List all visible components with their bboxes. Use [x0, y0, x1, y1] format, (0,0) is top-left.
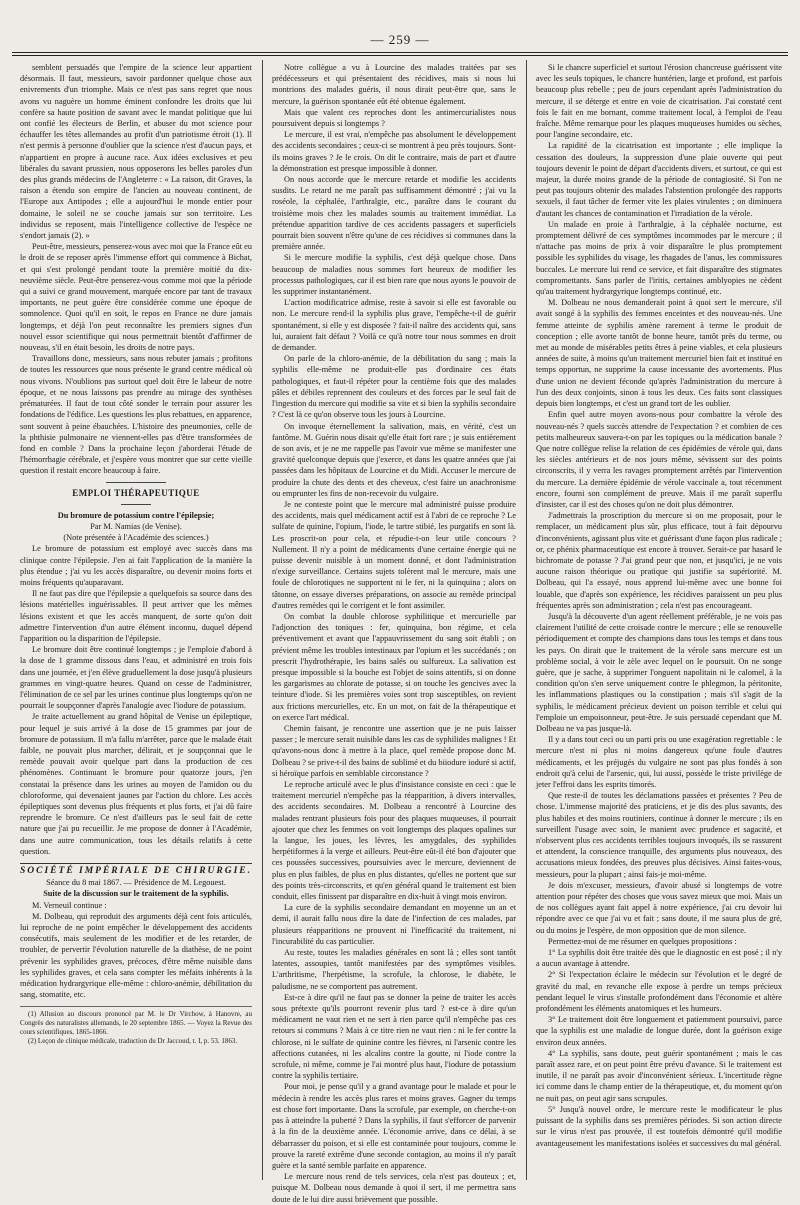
paragraph: Un malade en proie à l'arthralgie, à la céphalée nocturne, est promptement délivré de ces symptômes incommodes par le mercure ; il n'attache pas moins de prix à voir disparaître le plus promptement possible les syphilides du visage, les rhagades de l'anus, les commissures buccales. Le mercure lui rend ce service, et fait disparaître des stigmates compromettants. Sans parler de l'iritis, certaines amblyopies ne cèdent qu'au traitement hydrargyrique longtemps continué, etc.: [536, 219, 782, 297]
section-heading: EMPLOI THÉRAPEUTIQUE: [72, 487, 200, 498]
list-item: 2° Si l'expectation éclaire le médecin sur l'évolution et le degré de gravité du mal, en revanche elle expose à perdre un temps précieux pendant lequel le virus s'installe profondément dans l'économie et altère profondément les éléments anatomiques et les humeurs.: [536, 970, 782, 1014]
header-rule-thin: [12, 55, 788, 56]
paragraph: M. Verneuil continue :: [32, 900, 107, 910]
list-item: 5° Jusqu'à nouvel ordre, le mercure reste le modificateur le plus puissant de la syphilis dans ses premières périodes. Si son action directe sur le virus n'est pas prouvée, il est toutefois démontré qu'il modifie avantageusement les manifestations isolées et successives du mal général.: [536, 1104, 782, 1148]
paragraph: Je traite actuellement au grand hôpital de Venise un épileptique, pour lequel je suis arrivé à la dose de 15 grammes par jour de bromure de potassium. Il m'a fallu m'arrêter, parce que le malade était faible, ne pouvait plus marcher, délirait, et je soupçonnai que le remède pouvait avoir quelque part dans la production de ces phénomènes. Continuant le bromure pour quatorze jours, j'en constatai la présence dans les urines au moyen de l'amidon ou du chloroforme, qui devenaient jaunes par l'action du chlore. Les accès épileptiques sont devenus plus fréquents et plus forts, et j'ai dû faire reprendre le bromure. Ce n'est d'ailleurs pas le seul fait de cette nature que j'ai pu recueillir. Je me propose de donner à l'Académie, dans une autre communication, tous les détails relatifs à cette question.: [20, 712, 252, 856]
footnote: (2) Leçon de clinique médicale, traduction du Dr Jaccoud, t. I, p. 53. 1863.: [28, 1037, 238, 1046]
paragraph: Je ne conteste point que le mercure mal administré puisse produire des accidents, mais quel médicament actif est à l'abri de ce reproche ? Le sulfate de quinine, l'opium, l'iode, le tartre stibié, les purgatifs en sont là. Les proscrit-on pour cela, et répudie-t-on leur utile concours ? Nullement. Il n'y a point de médicaments d'une certaine énergie qui ne puisse devenir nuisible à un moment donné, et dont l'administration n'exige surveillance. Certains sujets tolèrent mal le mercure, mais une foule de chlorotiques ne supportent ni le fer, ni la quinquina ; alors on tâtonne, on essaye diverses préparations, on associe au remède principal d'autres remèdes qui le corrigent et le font assimiler.: [272, 499, 516, 610]
paragraph: M. Dolbeau ne nous demanderait point à quoi sert le mercure, s'il avait songé à la syphilis des femmes enceintes et des nouveau-nés. Une femme atteinte de syphilis amène rarement à terme le produit de conception ; elle avorte tantôt de bonne heure, tantôt près du terme, ou met au monde de misérables petits êtres à peine viables, et cela plusieurs années de suite, à moins qu'un traitement mercuriel bien fait et institué en temps opportun, ne supprime la cause incessante des avortements. Plus d'une union ne devient féconde qu'après l'administration du mercure à l'un des deux conjoints, sinon à tous les deux. Ces faits sont classiques depuis bien longtemps, et c'est un grand tort de les oublier.: [536, 298, 782, 409]
paragraph: Pour moi, je pense qu'il y a grand avantage pour le malade et pour le médecin à rendre les accès plus rares et moins graves. Gagner du temps est chose fort importante. Dans la scrofule, par exemple, on cherche-t-on pas à atteindre la puberté ? Dans la syphilis, il faut s'efforcer de parvenir à la fin de la deuxième année. L'économie arrive, dans ce délai, à se débarrasser du poison, et si elle est contaminée pour toujours, comme le prouve la rareté extrême d'une seconde contagion, au moins il n'y paraît guère et la santé semble parfaite en apparence.: [272, 1082, 516, 1170]
page-number: — 259 —: [370, 32, 430, 47]
column-separator-1: [262, 60, 263, 1180]
header-rule: [12, 52, 788, 53]
footnotes: [20, 1006, 252, 1046]
section-divider-double: [20, 863, 252, 864]
paragraph: Que reste-il de toutes les déclamations passées et présentes ? Peu de chose. L'immense majorité des praticiens, et je dis des plus savants, des plus habiles et des moins routiniers, continue à donner le mercure ; ils en surveillent l'usage avec soin, le manient avec prudence et sagacité, et n'observent plus ces accidents terribles toujours invoqués, ils se rassurent et attendent, la conscience tranquille, des arguments plus nouveaux, des accusations mieux fondées, des preuves plus décisives. Ainsi faites-vous, messieurs, pour la plupart ; ainsi fais-je moi-même.: [536, 791, 782, 879]
paragraph: M. Dolbeau, qui reproduit des arguments déjà cent fois articulés, lui reproche de ne point empêcher le développement des accidents consécutifs, mais seulement de les modifier et de les retarder, de troubler, de pervertir l'évolution naturelle de la diathèse, de ne point prévenir les syphilides graves, précoces, d'être même nuisible dans les syphilides graves, et cela sans compter les méfaits inhérents à la médication hydrargyrique elle-même : chloro-anémie, débilitation du sang, stomatite, etc.: [20, 911, 252, 1000]
paragraph: Travaillons donc, messieurs, sans nous rebuter jamais ; profitons de toutes les ressources que nous présente le grand centre médical où nous vivons. N'oublions pas surtout quel doit être le labeur de notre époque, et ne nous laissons pas prendre au mirage des synthèses prématurées. Il faut de tout côté sonder le terrain pour assurer les fondations de l'édifice. Les questions les plus rebattues, en apparence, sont souvent à peine ébauchées. L'histoire des pneumonies, celle de la phthisie pulmonaire ne viennent-elles pas d'être transformées de fond en comble ? Dans la prochaine leçon j'aborderai l'étude de l'hémorrhagie cérébrale, et j'espère vous montrer que sur cette vieille question il restait encore beaucoup à faire.: [20, 354, 252, 476]
article-author: Par M. Namias (de Venise).: [90, 521, 182, 531]
session-line: Séance du 8 mai 1867. — Présidence de M. Legouest.: [46, 878, 226, 888]
paragraph: On combat la double chlorose syphilitique et mercurielle par l'adjonction des toniques : fer, quinquina, bon régime, et cela préventivement et avant que l'appauvrissement du sang soit établi ; on prévient même les troubles intestinaux par l'opium et les succédanés ; on prescrit l'hydrothérapie, les bains salés ou sulfureux. La salivation est presque impossible si la bouche est l'objet de soins attentifs, si on donne les gargarismes au chlorate de potasse, si on touche les gencives avec la teinture d'iode. Si les premières voies sont trop susceptibles, on revient aux frictions mercurielles, etc. En un mot, on fait de la thérapeutique et on exerce l'art médical.: [272, 611, 516, 722]
paragraph: Enfin quel autre moyen avons-nous pour combattre la vérole des nouveau-nés ? quels succès attendre de l'expectation ? et combien de ces petits malheureux sauvera-t-on par les topiques ou la médication banale ? Que notre collègue relise la relation de ces épidémies de vérole qui, dans les siècles antérieurs et de nos jours même, sévissent sur des points circonscrits, il y verra les ravages promptement arrêtés par l'intervention du mercure. La dernière épidémie de vérole vaccinale a, tout récemment encore, fourni son complément de preuve. Mais il me paraît superflu d'insister, car il est des choses qu'on ne doit plus démontrer.: [536, 410, 782, 509]
paragraph: Mais que valent ces reproches dont les antimercurialistes nous poursuivent depuis si longtemps ?: [272, 107, 516, 129]
paragraph: Jusqu'à la découverte d'un agent réellement préférable, je ne vois pas clairement l'utilité de cette croisade contre le mercure ; elle se renouvelle périodiquement et compte des champions dans tous les temps et dans tous les pays. On dirait que le traitement de la vérole sans mercure est un problème social, à voir le zèle avec lequel on le poursuit. On ne songe guère, que je sache, à supprimer l'onguent napolitain ni le calomel, à la condition qu'on s'en serve uniquement contre le phlegmon, la péritonite, les inflammations plastiques ou la constipation ; mais s'il s'agit de la syphilis, le médicament précieux devient un poison terrible et celui qui l'emploie un empoisonneur, peut-être. Je suis persuadé cependant que M. Dolbeau ne va pas jusque-là.: [536, 611, 782, 733]
article-note: (Note présentée à l'Académie des sciences.): [63, 533, 209, 543]
paragraph: semblent persuadés que l'empire de la science leur appartient désormais. Il faut, messieurs, savoir pardonner quelque chose aux enivrements d'un triomphe. Mais ce n'est pas sans regret que nous avons vu naguère un homme éminent confondre les droits que lui confère sa haute position de savant avec le mandat politique que lui ont confié les électeurs de Berlin, et abuser du mot science pour échauffer les têtes allemandes au profit d'un patriotisme étroit (1). Il n'est permis à personne d'oublier que la science n'est d'aucun pays, et n'appartient en propre à aucune race. Aux idées exclusives et peu libérales du savant prussien, nous opposerons les belles paroles d'un des plus grands médecins de l'Angleterre : « La raison, dit Graves, la raison a étendu son empire de l'ancien au nouveau continent, de l'Europe aux Antipodes ; elle a aujourd'hui le monde entier pour domaine, le soleil ne se couche jamais sur son territoire. Les individus se reposent, mais l'intelligence collective de l'espèce ne s'endort jamais (2). »: [20, 63, 252, 241]
column-middle: [272, 62, 516, 1204]
column-right: [536, 62, 782, 1182]
list-item: 1° La syphilis doit être traitée dès que le diagnostic en est posé ; il n'y a aucun avantage à attendre.: [536, 948, 782, 969]
paragraph: J'admettrais la proscription du mercure si on me proposait, pour le remplacer, un médicament plus sûr, plus efficace, tout à fait dépourvu d'inconvénients, agissant plus vite et guérissant d'une façon plus radicale ; or, ce phénix pharmaceutique est encore à trouver. Serait-ce par hasard le bichromate de potasse ? J'ai grand peur que non, et jusqu'ici, je ne vois aucune raison théorique ou pratique qui justifie sa supériorité. M. Dolbeau, qui l'a essayé, nous apprend lui-même avec une bonne foi louable, que d'après son expérience, les récidives paraissent un peu plus fréquentes après son administration ; cela n'est pas encourageant.: [536, 511, 782, 610]
paragraph: La rapidité de la cicatrisation est importante ; elle implique la cessation des douleurs, la suppression d'une plaie ouverte qui peut toujours devenir le point de départ d'accidents divers, et surtout, ce qui est majeur, la durée moins grande de la période de contagiosité. Si l'on ne peut pas toujours obtenir des malades l'abstention prolongée des rapports sexuels, il faut tâcher de fermer vite les plaies virulentes ; on diminuera d'autant les chances de contamination et l'irradiation de la vérole.: [536, 141, 782, 218]
paragraph: On invoque éternellement la salivation, mais, en vérité, c'est un fantôme. M. Guérin nous disait qu'elle était fort rare ; je suis entièrement de son avis, et je ne me rappelle pas l'avoir vue même se manifester une gravité quelconque depuis que j'exerce, et dans les quatre années que j'ai passées dans les hôpitaux de Lourcine et du Midi. Accuser le mercure de produire la chute des dents et des cheveux, c'est faire un anachronisme ou emprunter les fins de non-recevoir du vulgaire.: [272, 421, 516, 498]
paragraph: Le mercure, il est vrai, n'empêche pas absolument le développement des accidents secondaires ; ceux-ci se montrent à peu près toujours. Sont-ils moins graves ? Je le crois. On dit le contraire, mais de part et d'autre la démonstration est presque impossible à donner.: [272, 130, 516, 173]
column-left: [20, 62, 252, 1182]
discussion-title: Suite de la discussion sur le traitement de la syphilis.: [43, 889, 229, 899]
list-item: 4° La syphilis, sans doute, peut guérir spontanément ; mais le cas paraît assez rare, et on peut point être prévu d'avance. Si le traitement est inutile, il ne paraît pas avoir d'inconvénient sérieux. L'incertitude règne ici comme dans le champ entier de la thérapeutique, et, du moment qu'on ne nuit pas, on peut agir sans scrupules.: [536, 1048, 782, 1103]
paragraph: La cure de la syphilis secondaire demandant en moyenne un an et demi, il aurait fallu nous dire la date de l'infection de ces malades, par plusieurs réapparitions ne prouvent ni l'inefficacité du traitement, ni l'incurabilité du cas particulier.: [272, 903, 516, 946]
paragraph: Il y a dans tout ceci ou un parti pris ou une exagération regrettable : le mercure n'est ni plus ni moins dangereux qu'une foule d'autres médicaments, et les préjugés du vulgaire ne sont pas plus fondés à son endroit qu'à celui de l'arsenic, qui, lui aussi, possède le triste privilège de jeter l'effroi dans les esprits timorés.: [536, 735, 782, 789]
list-item: 3° Le traitement doit être longuement et patiemment poursuivi, parce que la syphilis est une maladie de longue durée, dont la guérison exige environ deux années.: [536, 1015, 782, 1047]
paragraph: Je dois m'excuser, messieurs, d'avoir abusé si longtemps de votre attention pour répéter des choses que vous savez mieux que moi. Mais un de nos collègues ayant fait appel à notre expérience, j'ai cru devoir lui répondre avec ce que j'ai vu et fait ; sans doute, il me saura plus de gré, ou du moins je l'espère, de mon opposition que de mon silence.: [536, 880, 782, 935]
footnote: (1) Allusion au discours prononcé par M. le Dr Virchow, à Hanovre, au Congrès des naturalistes allemands, le 20 septembre 1865. — Voyez la Revue des cours scientifiques, 1865-1866.: [20, 1010, 252, 1037]
article-title: Du bromure de potassium contre l'épilepsie;: [57, 510, 215, 520]
paragraph: Le bromure doit être continué longtemps ; je l'emploie d'abord à la dose de 1 gramme dissous dans l'eau, et administré en trois fois dans une journée, et j'en élève graduellement la dose jusqu'à plusieurs grammes en vingt-quatre heures. Quand on cesse de l'administrer, l'élimination de ce sel par les urines continue plus longtemps qu'on ne pourrait le soupçonner d'après l'analogie avec l'iodure de potassium.: [20, 645, 252, 711]
paragraph: L'action modificatrice admise, reste à savoir si elle est favorable ou non. Le mercure rend-il la syphilis plus grave, l'empêche-t-il de guérir spontanément, si elle y est disposée ? fait-il naître des accidents qui, sans lui, auraient fait défaut ? Voilà ce qu'à notre tour nous sommes en droit de demander.: [272, 298, 516, 353]
section-divider-short: [121, 504, 151, 505]
paragraph: Est-ce à dire qu'il ne faut pas se donner la peine de traiter les accès sous prétexte qu'ils pourront revenir plus tard ? est-ce à dire qu'un médicament ne vaut rien et ne sert à rien parce qu'il n'empêche pas ces retours si communs ? Mais à ce titre rien ne vaut rien : ni le fer contre la chlorose, ni le sulfate de quinine contre les fièvres, ni l'arsenic contre les affections cutanées, ni les alcalins contre la goutte, ni l'iode contre la scrofule, ni même, comme je l'ai montré plus haut, l'iodure de potassium contre la syphilis tertiaire.: [272, 992, 516, 1081]
paragraph: Permettez-moi de me résumer en quelques propositions :: [548, 936, 737, 946]
paragraph: Chemin faisant, je rencontre une assertion que je ne puis laisser passer ; le mercure serait nuisible dans les cas de syphilides malignes ! Et qu'avons-nous donc à mettre à la place, quel remède propose donc M. Dolbeau ? se prive-t-il des bains de sublimé et du biiodure ioduré si actif, si héroïque parfois en semblable circonstance ?: [272, 723, 516, 778]
paragraph: Si le mercure modifie la syphilis, c'est déjà quelque chose. Dans beaucoup de maladies nous sommes fort heureux de modifier les processus pathologiques, car il est bien rare que nous ayons le pouvoir de les supprimer instantanément.: [272, 253, 516, 297]
section-divider: [106, 482, 166, 483]
paragraph: Notre collègue a vu à Lourcine des malades traitées par ses prédécesseurs et qui présentaient des récidives, mais si nous lui montrions des malades guéris, il nous dirait peut-être que, sans le mercure, la guérison spontanée eût été obtenue également.: [272, 63, 516, 106]
society-heading: SOCIÉTÉ IMPÉRIALE DE CHIRURGIE.: [20, 866, 252, 877]
paragraph: Le bromure de potassium est employé avec succès dans ma clinique contre l'épilepsie. J'en ai fait l'application de la manière la plus étendue ; j'ai vu les accès disparaître, ou devenir moins forts et moins fréquents qu'auparavant.: [20, 544, 252, 587]
paragraph: Si le chancre superficiel et surtout l'érosion chancreuse guérissent vite avec les seuls topiques, le chancre huntérien, large et profond, est parfois beaucoup plus rebelle ; peu de jours cependant après l'administration du mercure, il se déterge et entre en voie de cicatrisation. J'ai constaté cent fois le fait en me bornant, comme traitement local, à l'emploi de l'eau fraîche. Même remarque pour les plaques muqueuses humides ou sèches, pour l'angine secondaire, etc.: [536, 63, 782, 140]
column-separator-2: [526, 60, 527, 1180]
paragraph: On parle de la chloro-anémie, de la débilitation du sang ; mais la syphilis elle-même ne produit-elle pas d'ordinaire ces états pathologiques, et faut-il répéter pour la centième fois que des malades pâles et débiles reprennent des couleurs et des forces par le seul fait de l'ingestion du mercure qui modifie sa vite et si bien la syphilis secondaire ? C'est là ce qu'on observe tous les jours à Lourcine.: [272, 354, 516, 420]
paragraph: Il ne faut pas dire que l'épilepsie a quelquefois sa source dans des lésions matérielles inguérissables. Il peut arriver que les mêmes lésions existent et que les accès manquent, de sorte qu'on doit admettre l'intervention d'un autre élément inconnu, duquel dépend l'apparition ou la disparition de l'épilepsie.: [20, 589, 252, 643]
paragraph: Peut-être, messieurs, penserez-vous avec moi que la France eût eu le droit de se reposer après l'immense effort qui commence à Bichat, et qui s'est prolongé pendant toute la première moitié du dix-neuvième siècle. Peut-être penserez-vous comme moi que la période qui a suivi ce grand mouvement, marquée encore par tant de travaux importants, ne peut guère être considérée comme une époque de somnolence. Quoi qu'il en soit, le repos en France ne dure jamais longtemps, et déjà l'on peut reconnaître les premiers signes d'un nouvel essor scientifique qui nous permettrait bientôt d'affirmer de nouveau, s'il en était besoin, les droits de notre pays.: [20, 242, 252, 353]
paragraph: On nous accorde que le mercure retarde et modifie les accidents susdits. Le retard ne me paraît pas suffisamment démontré ; j'ai vu la roséole, la céphalée, l'arthralgie, etc., paraître dans le courant du troisième mois chez les malades soumis au traitement immédiat. La prétendue apparition tardive de ces accidents passagers et superficiels pourrait bien souvent n'être qu'une de ces récidives si communes dans la première année.: [272, 175, 516, 252]
paragraph: Le reproche articulé avec le plus d'insistance consiste en ceci : que le traitement mercuriel n'empêche pas la réapparition, à divers intervalles, des accidents secondaires. M. Dolbeau a rencontré à Lourcine des malades rentrant plusieurs fois pour des plaques muqueuses, il pourrait ajouter que chez les femmes on voit longtemps des plaques opalines sur la langue, les joues, les lèvres, les amygdales, des syphilides herpétiformes à la verge et ailleurs. Peut-être eût-il été bon d'ajouter que ces poussées successives, poursuivies avec le mercure, deviennent de plus en plus faibles, de plus en plus distantes, qu'elles ne portent que sur des points très-circonscrits, et qu'en général quand le traitement est bien conduit, elles finissent par disparaître en dix-huit à vingt mois environ.: [272, 780, 516, 902]
paragraph: Au reste, toutes les maladies générales en sont là ; elles sont tantôt latentes, assoupies, tantôt manifestées par des symptômes visibles. L'arthritisme, l'herpétisme, la scrofule, la chlorose, le diabète, le paludisme, ne se comportent pas autrement.: [272, 948, 516, 991]
paragraph: Le mercure nous rend de tels services, cela n'est pas douteux ; et, puisque M. Dolbeau nous demande à quoi il sert, il me permettra sans doute de le lui dire aussi brièvement que possible.: [272, 1172, 516, 1204]
